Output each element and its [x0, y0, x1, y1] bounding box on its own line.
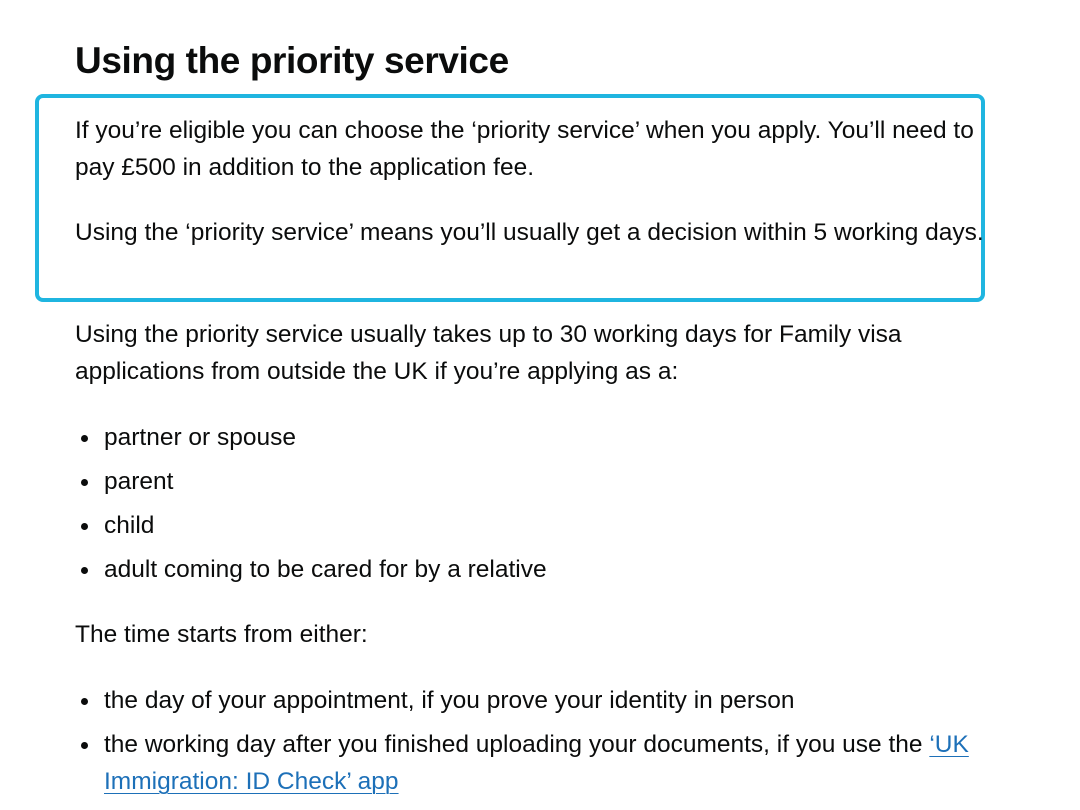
list-item: parent: [75, 463, 1015, 500]
start-option-appointment: the day of your appointment, if you prove your identity in person: [104, 687, 795, 714]
time-starts-paragraph: The time starts from either:: [75, 621, 368, 648]
id-check-app-link[interactable]: ‘UK Immigration: ID Check’ app: [104, 731, 969, 795]
start-option-upload: the working day after you finished uploading your documents, if you use the: [104, 731, 923, 758]
list-item: partner or spouse: [75, 419, 1015, 456]
callout-paragraph-eligibility: If you’re eligible you can choose the ‘priority service’ when you apply. You’ll need to pay £500 in addition to the application fee.: [75, 117, 974, 181]
callout-paragraph-decision-time: Using the ‘priority service’ means you’ll usually get a decision within 5 working days.: [75, 219, 984, 246]
list-item: adult coming to be cared for by a relative: [75, 551, 1015, 588]
page-title: Using the priority service: [75, 40, 509, 81]
applicant-type-list: [75, 419, 1015, 595]
list-item: [75, 726, 1015, 800]
list-item: [75, 682, 1015, 719]
start-options-list: [75, 682, 1015, 807]
intro-paragraph: Using the priority service usually takes up to 30 working days for Family visa applications from outside the UK if you’re applying as a:: [75, 321, 902, 385]
list-item: child: [75, 507, 1015, 544]
